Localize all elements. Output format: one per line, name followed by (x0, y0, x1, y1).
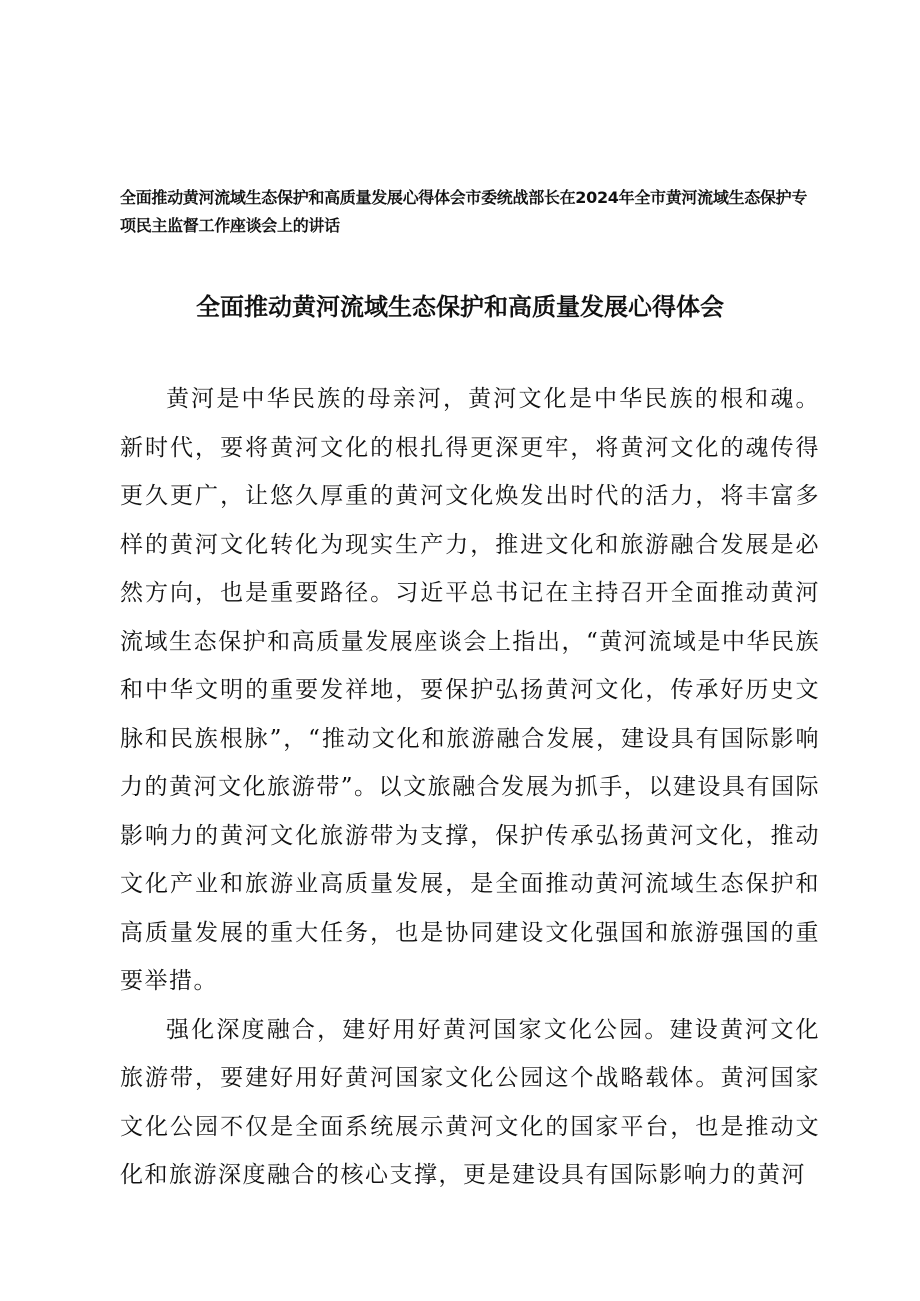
document-header-title: 全面推动黄河流域生态保护和高质量发展心得体会市委统战部长在2024年全市黄河流域生态保护专项民主监督工作座谈会上的讲话 (120, 188, 808, 235)
paragraph-1: 黄河是中华民族的母亲河，黄河文化是中华民族的根和魂。新时代，要将黄河文化的根扎得更深更牢，将黄河文化的魂传得更久更广，让悠久厚重的黄河文化焕发出时代的活力，将丰富多样的黄河文化转化为现实生产力，推进文化和旅游融合发展是必然方向，也是重要路径。习近平总书记在主持召开全面推动黄河流域生态保护和高质量发展座谈会上指出，“黄河流域是中华民族和中华文明的重要发祥地，要保护弘扬黄河文化，传承好历史文脉和民族根脉”，“推动文化和旅游融合发展，建设具有国际影响力的黄河文化旅游带”。以文旅融合发展为抓手，以建设具有国际影响力的黄河文化旅游带为支撑，保护传承弘扬黄河文化，推动文化产业和旅游业高质量发展，是全面推动黄河流域生态保护和高质量发展的重大任务，也是协同建设文化强国和旅游强国的重要举措。 (120, 386, 820, 994)
document-body (120, 375, 820, 1200)
document-title: 全面推动黄河流域生态保护和高质量发展心得体会 (196, 293, 724, 321)
paragraph-2: 强化深度融合，建好用好黄河国家文化公园。建设黄河文化旅游带，要建好用好黄河国家文化公园这个战略载体。黄河国家文化公园不仅是全面系统展示黄河文化的国家平台，也是推动文化和旅游深度融合的核心支撑，更是建设具有国际影响力的黄河 (120, 1016, 820, 1188)
